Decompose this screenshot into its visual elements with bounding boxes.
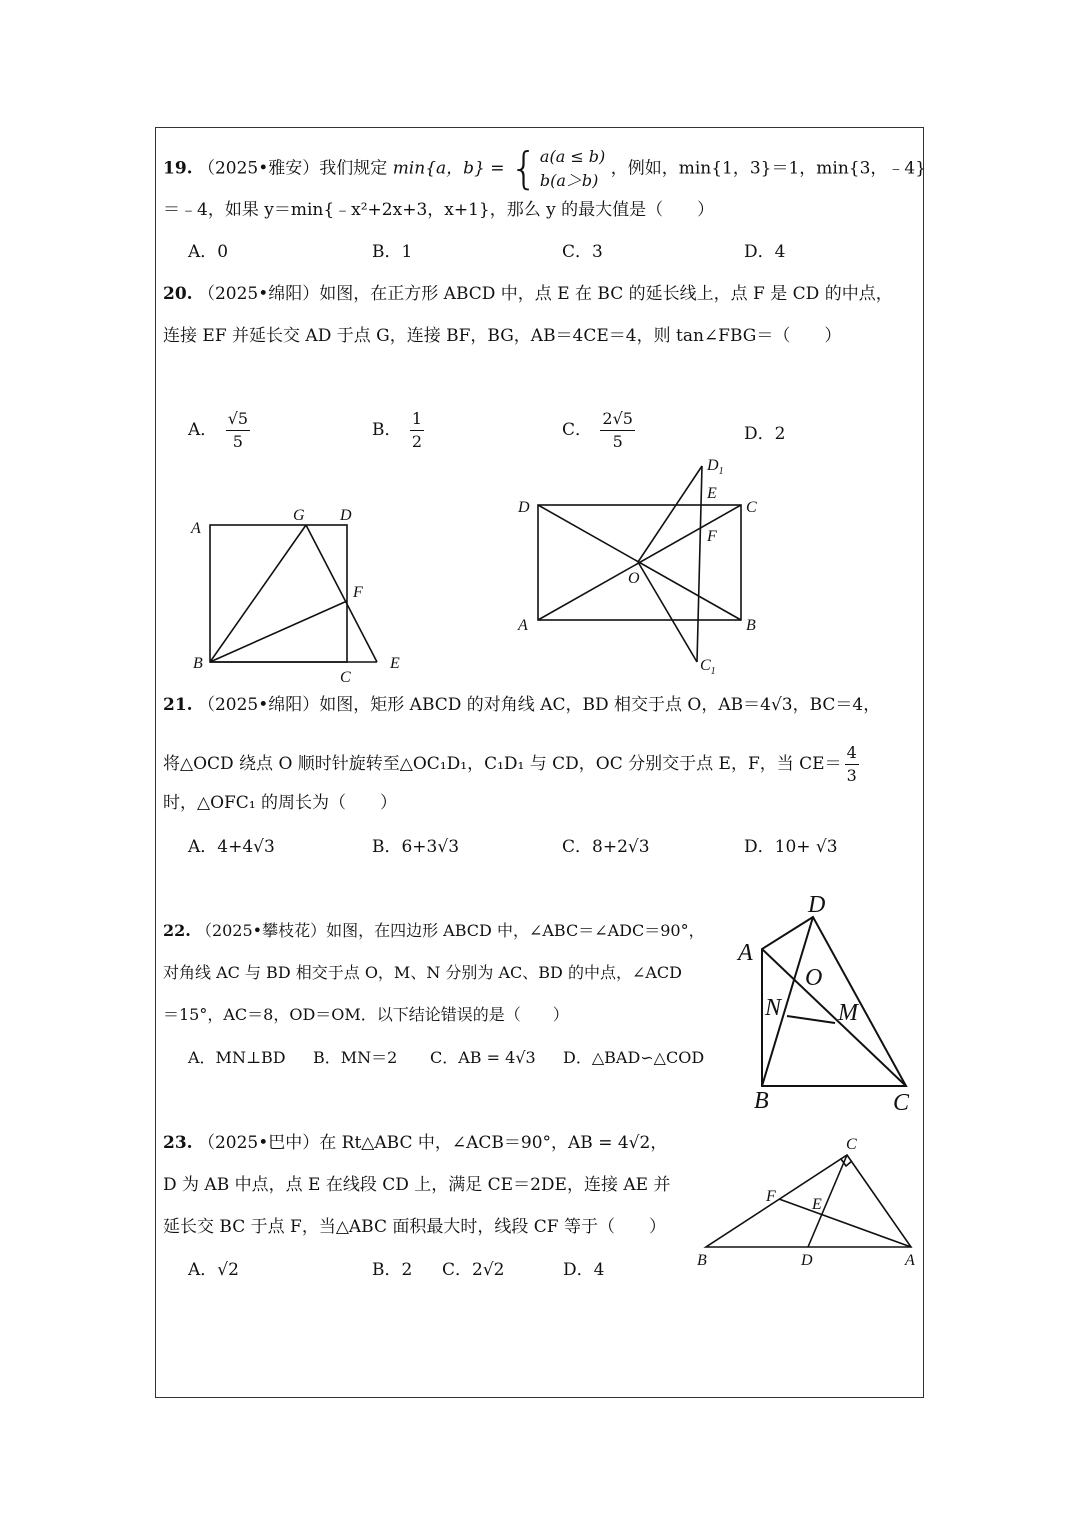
q23-label-e: E	[812, 1196, 822, 1213]
q21-text1: （2025•绵阳）如图，矩形 ABCD 的对角线 AC，BD 相交于点 O，AB＝4√3，BC＝4，	[197, 695, 881, 715]
q22-option-c: C．AB = 4√3	[430, 1048, 536, 1067]
q19-case2: b(a＞b)	[539, 171, 599, 190]
q22-label-c: C	[893, 1090, 910, 1116]
q20-option-b: B． $\frac{1}{2}$	[372, 409, 423, 451]
q21-option-a: A．4+4√3	[188, 837, 275, 857]
q21-line2	[163, 744, 862, 785]
q23-triangle	[706, 1155, 911, 1247]
q22-label-b: B	[754, 1088, 769, 1114]
q20-number: 20.	[163, 284, 193, 304]
q23-label-b: B	[697, 1252, 707, 1269]
q20-option-c: C． $\frac{2√5}{5}$	[562, 409, 633, 451]
q19-text1: 我们规定	[319, 158, 388, 179]
q20-option-b-frac: $\frac{1}{2}$	[411, 409, 423, 451]
q22-text1: （2025•攀枝花）如图，在四边形 ABCD 中，∠ABC＝∠ADC＝90°，	[195, 921, 705, 940]
q20-label-a: A	[191, 520, 201, 537]
q19-number: 19.	[163, 158, 193, 179]
q19-source: （2025•雅安）	[197, 158, 320, 179]
q19-option-b: B．1	[372, 242, 413, 262]
q22-option-d: D．△BAD∽△COD	[563, 1048, 705, 1067]
q20-option-a: A． $\frac{√5}{5}$	[188, 409, 249, 451]
q21-label-o: O	[628, 570, 640, 587]
q20-text1: （2025•绵阳）如图，在正方形 ABCD 中，点 E 在 BC 的延长线上，点 F 是 CD 的中点，	[197, 284, 893, 304]
q22-label-n: N	[765, 995, 782, 1021]
q22-label-d: D	[808, 892, 826, 918]
q20-line1	[163, 282, 893, 306]
q21-label-d1: $D_1$	[707, 457, 724, 477]
q23-line1	[163, 1131, 667, 1155]
q20-label-b: B	[193, 655, 203, 672]
q23-option-a: A．√2	[188, 1260, 239, 1280]
q21-frac: $\frac{4}{3}$	[846, 743, 857, 785]
q22-label-a: A	[738, 940, 753, 966]
q19-line2: ＝﹣4，如果 y＝min{﹣x²+2x+3，x+1}，那么 y 的最大值是（ ）	[163, 200, 715, 220]
q21-line-oc1	[638, 562, 697, 662]
q21-label-b: B	[746, 617, 756, 634]
q23-line-af	[779, 1199, 911, 1247]
q23-text1: （2025•巴中）在 Rt△ABC 中，∠ACB＝90°，AB = 4√2，	[197, 1133, 668, 1153]
q20-option-c-frac: $\frac{2√5}{5}$	[602, 409, 633, 451]
q19-line1	[163, 145, 926, 193]
q23-label-f: F	[766, 1188, 776, 1205]
q19-case1: a(a ≤ b)	[539, 147, 606, 166]
q20-line2: 连接 EF 并延长交 AD 于点 G，连接 BF，BG，AB＝4CE＝4，则 tan∠FBG＝（ ）	[163, 326, 842, 346]
q21-label-a: A	[518, 617, 528, 634]
q21-text2: 将△OCD 绕点 O 顺时针旋转至△OC₁D₁，C₁D₁ 与 CD，OC 分别交于点 E，F，当 CE＝	[163, 754, 842, 774]
q22-option-b: B．MN＝2	[313, 1048, 398, 1067]
q20-option-d: D．2	[744, 424, 786, 444]
q21-label-f: F	[707, 528, 717, 545]
q21-option-d: D．10+ √3	[744, 837, 838, 857]
q22-label-m: M	[838, 1000, 858, 1026]
q21-option-c: C．8+2√3	[562, 837, 650, 857]
q23-figure	[690, 1130, 920, 1270]
q21-line3: 时，△OFC₁ 的周长为（ ）	[163, 793, 398, 813]
q21-label-d: D	[518, 499, 530, 516]
q22-line-mn	[787, 1016, 835, 1023]
q21-label-c: C	[746, 499, 757, 516]
q20-figure	[185, 495, 415, 690]
q23-label-c: C	[846, 1136, 857, 1153]
q23-option-d: D．4	[563, 1260, 605, 1280]
q22-number: 22.	[163, 921, 191, 940]
q20-label-g: G	[293, 507, 305, 524]
q20-option-a-frac: $\frac{√5}{5}$	[227, 409, 249, 451]
q19-text2: ，例如，min{1，3}＝1，min{3，﹣4}	[610, 158, 927, 179]
q23-line3: 延长交 BC 于点 F，当△ABC 面积最大时，线段 CF 等于（ ）	[163, 1217, 667, 1237]
q19-cases: { a(a ≤ b) b(a＞b)	[509, 143, 606, 194]
q23-option-b: B．2	[372, 1260, 413, 1280]
q19-func: min{a，b} =	[392, 158, 505, 179]
q22-quadrilateral	[762, 917, 906, 1086]
q23-line2: D 为 AB 中点，点 E 在线段 CD 上，满足 CE＝2DE，连接 AE 并	[163, 1175, 671, 1195]
q21-option-b: B．6+3√3	[372, 837, 460, 857]
q22-label-o: O	[805, 965, 823, 991]
q20-label-d: D	[340, 507, 352, 524]
q23-label-d: D	[801, 1252, 813, 1269]
q20-label-c: C	[340, 669, 351, 686]
q22-line2: 对角线 AC 与 BD 相交于点 O，M、N 分别为 AC、BD 的中点，∠ACD	[163, 963, 682, 982]
q21-label-e: E	[707, 485, 717, 502]
q20-label-f: F	[353, 584, 363, 601]
q21-number: 21.	[163, 695, 193, 715]
q19-option-d: D．4	[744, 242, 786, 262]
q22-option-a: A．MN⊥BD	[188, 1048, 286, 1067]
q21-figure	[510, 450, 770, 685]
q23-option-c: C．2√2	[442, 1260, 505, 1280]
q21-label-c1: $C_1$	[700, 657, 716, 677]
q22-figure	[735, 890, 920, 1120]
q23-number: 23.	[163, 1133, 193, 1153]
q19-option-c: C．3	[562, 242, 603, 262]
q21-line-c1d1	[697, 466, 702, 662]
q19-option-a: A．0	[188, 242, 229, 262]
q22-line3: ＝15°，AC＝8，OD＝OM．以下结论错误的是（ ）	[163, 1005, 569, 1024]
q21-line-od1	[638, 466, 702, 562]
q20-label-e: E	[390, 655, 400, 672]
q20-line-ge	[306, 525, 377, 662]
q21-line1	[163, 693, 880, 717]
q20-square	[210, 525, 347, 662]
q23-label-a: A	[905, 1252, 915, 1269]
q22-line1	[163, 919, 705, 943]
